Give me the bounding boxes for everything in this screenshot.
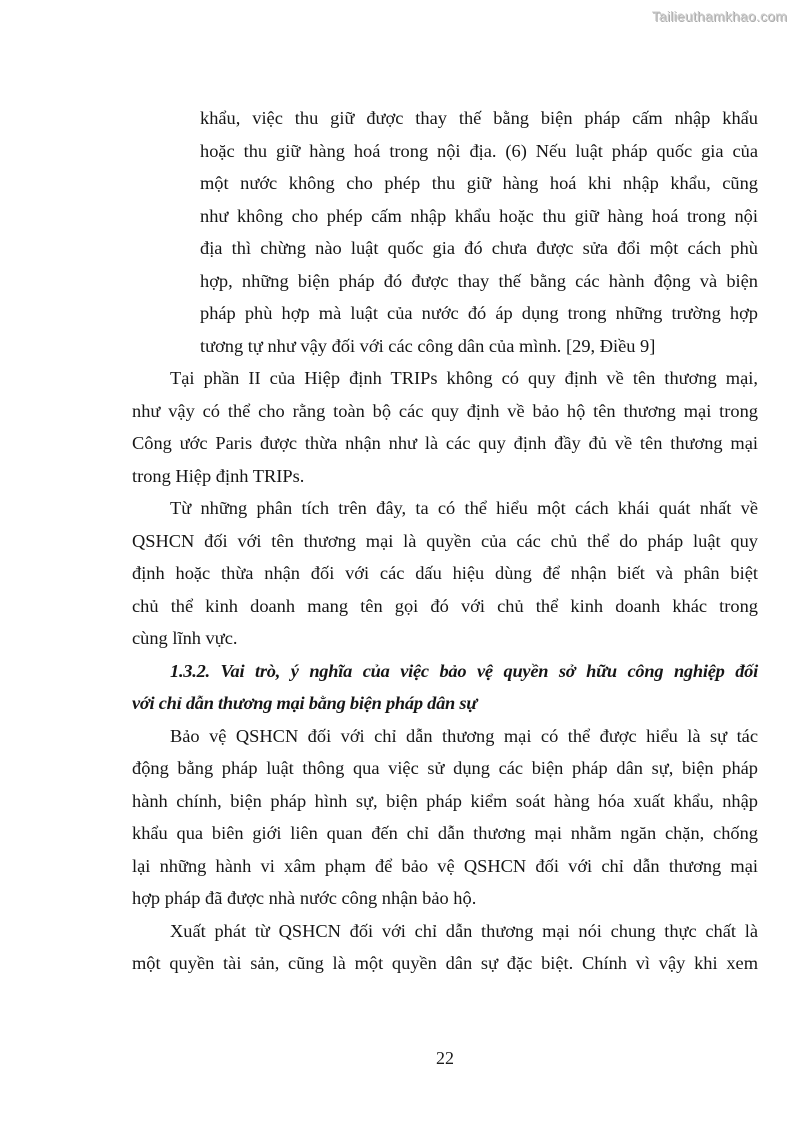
text-line: khẩu, việc thu giữ được thay thế bằng biện pháp cấm nhập khẩu [200,108,758,128]
text-line: khẩu qua biên giới liên quan đến chỉ dẫn thương mại nhằm ngăn chặn, chống [132,823,758,843]
text-line: định hoặc thừa nhận đối với các dấu hiệu dùng để nhận biết và phân biệt [132,563,758,583]
text-line: động bằng pháp luật thông qua việc sử dụng các biện pháp dân sự, biện pháp [132,758,758,778]
text-line: 1.3.2. Vai trò, ý nghĩa của việc bảo vệ quyền sở hữu công nghiệp đối [170,660,758,681]
paragraph [132,720,758,915]
watermark-text: Tailieuthamkhao.com [651,8,787,24]
text-line: hành chính, biện pháp hình sự, biện pháp kiểm soát hàng hóa xuất khẩu, nhập [132,790,758,811]
text-line: hoặc thu giữ hàng hoá trong nội địa. (6) Nếu luật pháp quốc gia của [200,140,758,161]
text-line: một nước không cho phép thu giữ hàng hoá khi nhập khẩu, cũng [200,173,758,193]
text-line: lại những hành vi xâm phạm để bảo vệ QSHCN đối với chỉ dẫn thương mại [132,855,758,876]
section-heading [132,655,758,720]
text-line: Bảo vệ QSHCN đối với chỉ dẫn thương mại có thể được hiểu là sự tác [170,725,758,746]
text-line: một quyền tài sản, cũng là một quyền dân sự đặc biệt. Chính vì vậy khi xem [132,953,758,973]
text-line: cùng lĩnh vực. [132,628,238,648]
block-quote [200,102,758,362]
text-line: địa thì chừng nào luật quốc gia đó chưa được sửa đổi một cách phù [200,238,758,258]
paragraph [132,362,758,492]
text-line: hợp, những biện pháp đó được thay thế bằng các hành động và biện [200,270,758,291]
text-line: chủ thể kinh doanh mang tên gọi đó với chủ thể kinh doanh khác trong [132,595,758,616]
text-line: với chỉ dẫn thương mại bằng biện pháp dân sự [132,693,478,713]
text-line: như vậy có thể cho rằng toàn bộ các quy định về bảo hộ tên thương mại trong [132,400,758,421]
page-content [132,102,758,980]
paragraph [132,915,758,980]
text-line: trong Hiệp định TRIPs. [132,465,305,486]
text-line: như không cho phép cấm nhập khẩu hoặc thu giữ hàng hoá trong nội [200,205,758,226]
text-line: tương tự như vậy đối với các công dân của mình. [29, Điều 9] [200,335,656,356]
text-line: pháp phù hợp mà luật của nước đó áp dụng trong những trường hợp [200,303,758,323]
page-number: 22 [436,1048,454,1068]
text-line: Xuất phát từ QSHCN đối với chỉ dẫn thương mại nói chung thực chất là [170,920,758,941]
text-line: hợp pháp đã được nhà nước công nhận bảo hộ. [132,888,477,908]
text-line: QSHCN đối với tên thương mại là quyền của các chủ thể do pháp luật quy [132,530,758,551]
text-line: Từ những phân tích trên đây, ta có thể hiểu một cách khái quát nhất về [170,498,758,518]
text-line: Tại phần II của Hiệp định TRIPs không có quy định về tên thương mại, [170,368,758,388]
paragraph [132,492,758,655]
text-line: Công ước Paris được thừa nhận như là các quy định đầy đủ về tên thương mại [132,433,758,453]
